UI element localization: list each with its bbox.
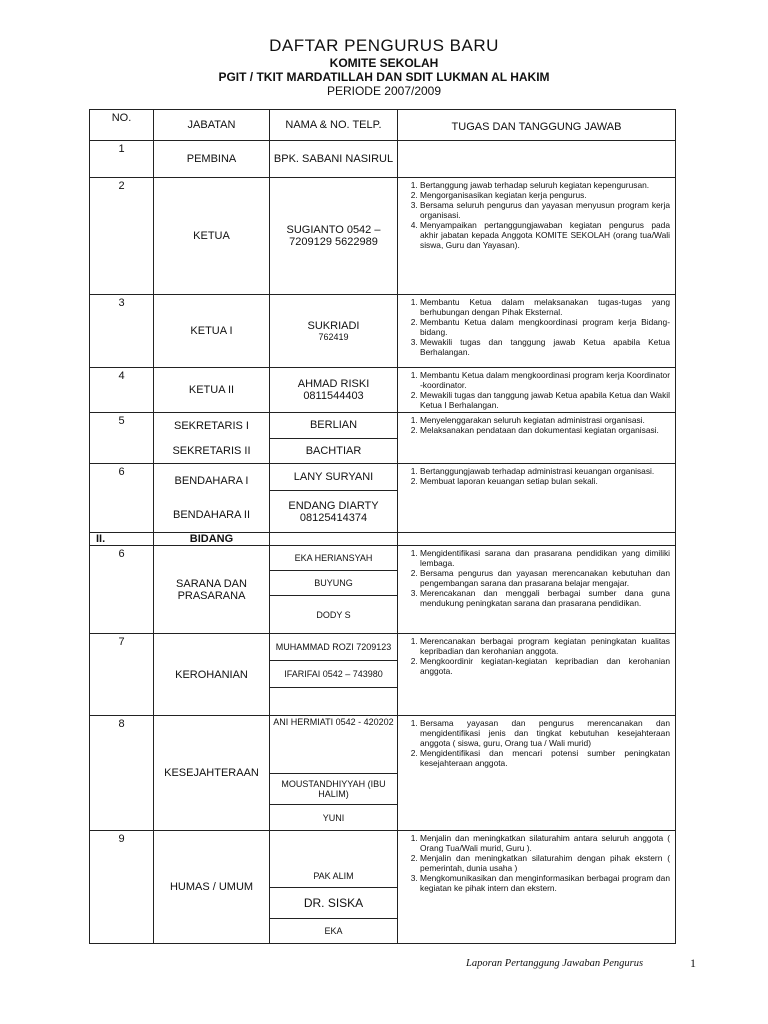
- row-tugas: [398, 464, 676, 533]
- member: [270, 688, 397, 715]
- committee-table: [89, 109, 676, 944]
- tugas-list: [402, 370, 670, 410]
- row-no: 3: [90, 295, 154, 368]
- row-jabatan: KEROHANIAN: [154, 634, 270, 716]
- tugas-item: 3. Bersama seluruh pengurus dan yayasan menyusun program kerja organisasi.: [420, 200, 670, 220]
- table-row: [90, 368, 676, 413]
- telp-line: 0811544403: [303, 390, 364, 402]
- page-number: 1: [690, 956, 696, 970]
- row-jabatan: KETUA II: [154, 368, 270, 413]
- member: BUYUNG: [270, 571, 397, 596]
- section-row: [90, 533, 676, 546]
- row-jabatan: SARANA DAN PRASARANA: [154, 546, 270, 634]
- tugas-list: [402, 415, 670, 435]
- row-tugas: [398, 413, 676, 464]
- row-tugas: [398, 634, 676, 716]
- nama-line: LANY SURYANI: [270, 464, 397, 491]
- member: EKA HERIANSYAH: [270, 546, 397, 571]
- row-nama: SUGIANTO 0542 – 7209129 5622989: [270, 178, 398, 295]
- member: YUNI: [322, 812, 345, 823]
- row-no: 1: [90, 141, 154, 178]
- member: MOUSTANDHIYYAH (IBU HALIM): [270, 774, 397, 805]
- jabatan-line: SEKRETARIS II: [172, 444, 251, 457]
- tugas-list: [402, 297, 670, 357]
- row-tugas: [398, 295, 676, 368]
- row-no: 2: [90, 178, 154, 295]
- tugas-item: 1. Membantu Ketua dalam melaksanakan tugas-tugas yang berhubungan dengan Pihak Eksternal.: [420, 297, 670, 317]
- tugas-item: 1. Menjalin dan meningkatkan silaturahim antara seluruh anggota ( Orang Tua/Wali murid, Guru ).: [420, 833, 670, 853]
- row-tugas: [398, 368, 676, 413]
- tugas-list: [402, 180, 670, 250]
- nama-line: ENDANG DIARTY 08125414374: [288, 499, 379, 524]
- row-nama: [270, 634, 398, 716]
- row-tugas: [398, 178, 676, 295]
- row-nama: BPK. SABANI NASIRUL: [270, 141, 398, 178]
- row-no: 7: [90, 634, 154, 716]
- tugas-item: 3. Merencakanan dan menggali berbagai sumber dana guna mendukung peningkatan sarana dan prasarana pendidikan.: [420, 588, 670, 608]
- footer-text: Laporan Pertanggung Jawaban Pengurus: [466, 958, 644, 969]
- member: IFARIFAI 0542 – 743980: [270, 661, 397, 688]
- tugas-item: 2. Mewakili tugas dan tanggung jawab Ketua apabila Ketua dan Wakil Ketua I Berhalangan.: [420, 390, 670, 410]
- table-row: [90, 464, 676, 533]
- section-empty: [270, 533, 398, 546]
- header-no: NO.: [90, 110, 154, 141]
- nama-line: BERLIAN: [270, 413, 397, 439]
- tugas-list: [402, 548, 670, 608]
- tugas-item: 1. Bersama yayasan dan pengurus merencanakan dan mengidentifikasi jenis dan tingkat kebutuhan kesejahteraan anggota ( siswa, guru, Orang tua / Wali murid): [420, 718, 670, 748]
- tugas-item: 2. Membantu Ketua dalam mengkoordinasi program kerja Bidang-bidang.: [420, 317, 670, 337]
- tugas-item: 1. Menyelenggarakan seluruh kegiatan administrasi organisasi.: [420, 415, 670, 425]
- row-no: 8: [90, 716, 154, 831]
- tugas-item: 2. Mengorganisasikan kegiatan kerja pengurus.: [420, 190, 670, 200]
- header-jabatan: JABATAN: [154, 110, 270, 141]
- tugas-item: 2. Membuat laporan keuangan setiap bulan sekali.: [420, 476, 670, 486]
- row-jabatan: [154, 413, 270, 464]
- row-no: 6: [90, 464, 154, 533]
- table-row: [90, 178, 676, 295]
- tugas-item: 2. Mengkoordinir kegiatan-kegiatan kepribadian dan kerohanian anggota.: [420, 656, 670, 676]
- row-tugas: [398, 546, 676, 634]
- member: DODY S: [316, 609, 351, 620]
- table-row: [90, 831, 676, 944]
- table-row: [90, 546, 676, 634]
- row-jabatan: KESEJAHTERAAN: [154, 716, 270, 831]
- row-jabatan: HUMAS / UMUM: [154, 831, 270, 944]
- document-title: DAFTAR PENGURUS BARU: [269, 36, 499, 55]
- nama-line: BACHTIAR: [305, 444, 362, 457]
- table-header-row: [90, 110, 676, 141]
- member: PAK ALIM: [270, 831, 397, 888]
- nama-line: SUKRIADI: [307, 320, 360, 332]
- tugas-item: 4. Menyampaikan pertanggungjawaban kegiatan pengurus pada akhir jabatan kepada Anggota KOMITE SEKOLAH (orang tua/Wali siswa, Guru dan Yayasan).: [420, 220, 670, 250]
- row-jabatan: PEMBINA: [154, 141, 270, 178]
- tugas-item: 1. Membantu Ketua dalam mengkoordinasi program kerja Koordinator -koordinator.: [420, 370, 670, 390]
- row-nama: [270, 413, 398, 464]
- row-tugas: [398, 141, 676, 178]
- header-nama: NAMA & NO. TELP.: [270, 110, 398, 141]
- table-row: [90, 295, 676, 368]
- row-no: 5: [90, 413, 154, 464]
- tugas-item: 3. Mengkomunikasikan dan menginformasikan berbagai program dan kegiatan ke pihak intern dan ekstern.: [420, 873, 670, 893]
- row-nama: [270, 295, 398, 368]
- tugas-item: 1. Bertanggung jawab terhadap seluruh kegiatan kepengurusan.: [420, 180, 670, 190]
- section-no: II.: [90, 533, 154, 546]
- row-nama: [270, 831, 398, 944]
- tugas-item: 2. Melaksanakan pendataan dan dokumentasi kegiatan organisasi.: [420, 425, 670, 435]
- table-row: [90, 413, 676, 464]
- row-nama: [270, 546, 398, 634]
- period: PERIODE 2007/2009: [326, 84, 442, 98]
- row-tugas: [398, 831, 676, 944]
- tugas-list: [402, 718, 670, 768]
- document-subtitle: KOMITE SEKOLAH: [329, 56, 439, 70]
- tugas-list: [402, 636, 670, 676]
- school-name: PGIT / TKIT MARDATILLAH DAN SDIT LUKMAN AL HAKIM: [218, 70, 550, 84]
- header-tugas: TUGAS DAN TANGGUNG JAWAB: [398, 110, 676, 141]
- member: MUHAMMAD ROZI 7209123: [270, 634, 397, 661]
- tugas-item: 1. Merencanakan berbagai program kegiatan peningkatan kualitas kepribadian dan kerohanian anggota.: [420, 636, 670, 656]
- section-label: BIDANG: [154, 533, 270, 546]
- row-nama: [270, 716, 398, 831]
- tugas-item: 1. Bertanggungjawab terhadap administrasi keuangan organisasi.: [420, 466, 670, 476]
- tugas-list: [402, 833, 670, 893]
- member: EKA: [324, 926, 343, 936]
- row-no: 6: [90, 546, 154, 634]
- tugas-item: 2. Menjalin dan meningkatkan silaturahim dengan pihak ekstern ( pemerintah, dunia usaha ): [420, 853, 670, 873]
- row-nama: [270, 368, 398, 413]
- tugas-item: 3. Mewakili tugas dan tanggung jawab Ketua apabila Ketua Berhalangan.: [420, 337, 670, 357]
- tugas-item: 2. Mengidentifikasi dan mencari potensi sumber peningkatan kesejahteraan anggota.: [420, 748, 670, 768]
- jabatan-line: SEKRETARIS I: [174, 419, 249, 432]
- tugas-item: 1. Mengidentifikasi sarana dan prasarana pendidikan yang dimiliki lembaga.: [420, 548, 670, 568]
- table-row: [90, 716, 676, 831]
- table-row: [90, 634, 676, 716]
- row-jabatan: KETUA I: [154, 295, 270, 368]
- row-no: 9: [90, 831, 154, 944]
- row-no: 4: [90, 368, 154, 413]
- table-row: [90, 141, 676, 178]
- row-tugas: [398, 716, 676, 831]
- jabatan-line: BENDAHARA II: [172, 509, 251, 521]
- tugas-list: [402, 466, 670, 486]
- telp-line: 762419: [318, 332, 349, 342]
- tugas-item: 2. Bersama pengurus dan yayasan merencanakan kebutuhan dan pengembangan sarana dan prasarana belajar mengajar.: [420, 568, 670, 588]
- member: ANI HERMIATI 0542 - 420202: [270, 716, 397, 774]
- nama-line: AHMAD RISKI: [297, 378, 370, 390]
- member: DR. SISKA: [270, 888, 397, 919]
- jabatan-line: BENDAHARA I: [174, 475, 249, 487]
- row-jabatan: KETUA: [154, 178, 270, 295]
- section-empty: [398, 533, 676, 546]
- row-jabatan: [154, 464, 270, 533]
- row-nama: [270, 464, 398, 533]
